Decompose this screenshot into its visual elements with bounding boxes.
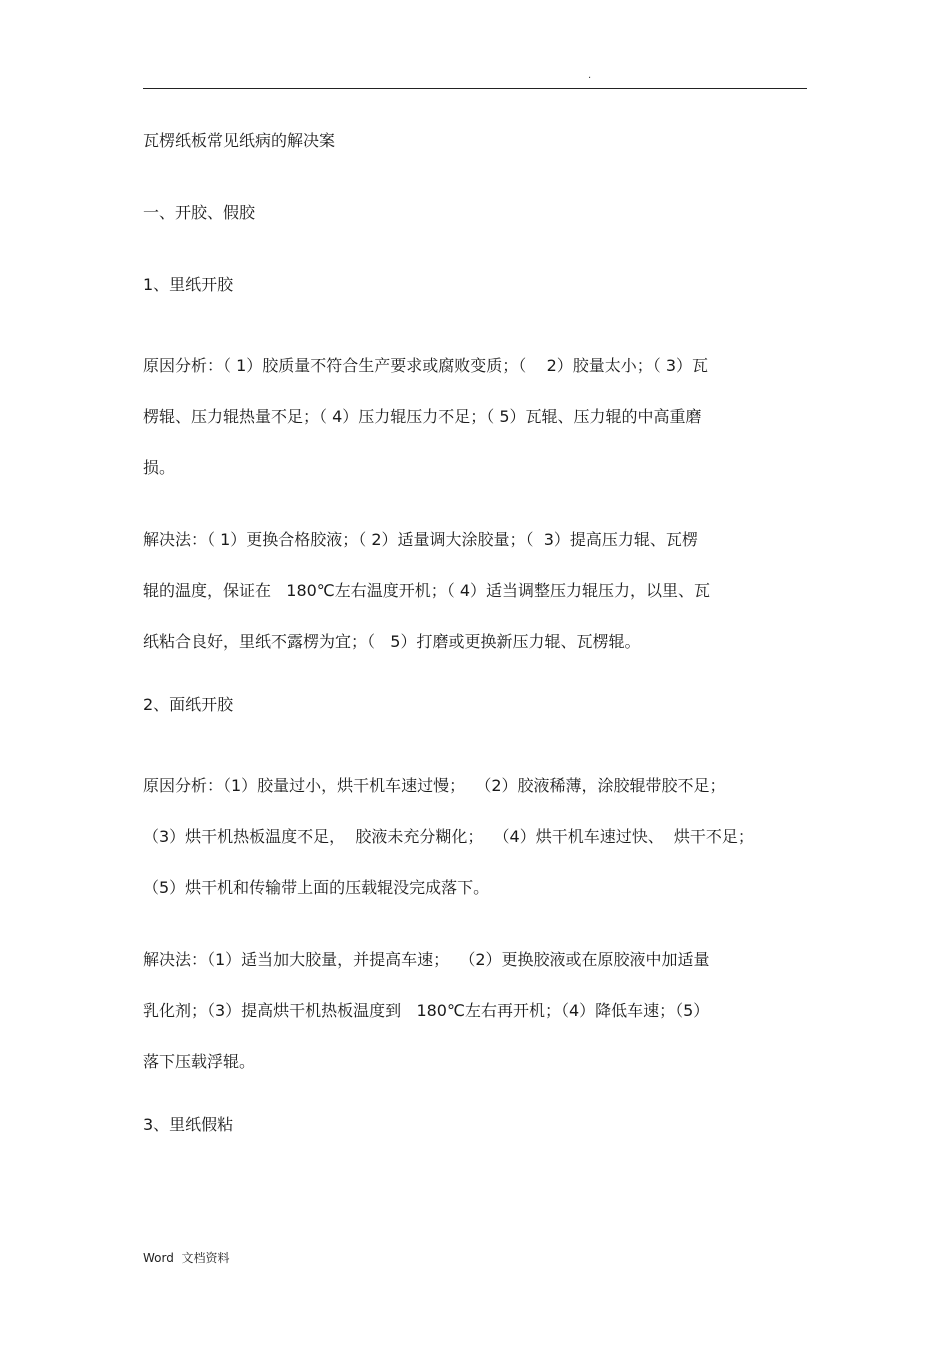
cause-analysis-2	[143, 760, 807, 913]
header-dot: .	[588, 70, 592, 81]
paragraph-line: 原因分析：（1）胶量过小，烘干机车速过慢； （2）胶液稀薄，涂胶辊带胶不足；	[143, 776, 726, 795]
document-body	[143, 124, 807, 1180]
section-heading: 一、开胶、假胶	[143, 203, 256, 222]
paragraph-line: 损。	[143, 458, 176, 477]
subsection-heading-2: 2、面纸开胶	[143, 695, 234, 714]
footer-label: Word 文档资料	[143, 1251, 230, 1265]
paragraph-line: 落下压载浮辊。	[143, 1052, 256, 1071]
cause-analysis-1	[143, 340, 807, 493]
solution-2	[143, 934, 807, 1087]
paragraph-line: 解决法：（1）适当加大胶量，并提高车速； （2）更换胶液或在原胶液中加适量	[143, 950, 710, 969]
subsection-heading-3: 3、里纸假粘	[143, 1115, 234, 1134]
subsection-heading-1: 1、里纸开胶	[143, 275, 234, 294]
solution-1	[143, 514, 807, 667]
paragraph-line: 乳化剂；（3）提高烘干机热板温度到 180℃左右再开机；（4）降低车速；（5）	[143, 1001, 710, 1020]
document-title: 瓦楞纸板常见纸病的解决案	[143, 131, 336, 150]
paragraph-line: 辊的温度，保证在 180℃左右温度开机；（ 4）适当调整压力辊压力，以里、瓦	[143, 581, 711, 600]
paragraph-line: 解决法：（ 1）更换合格胶液；（ 2）适量调大涂胶量；（ 3）提高压力辊、瓦楞	[143, 530, 698, 549]
paragraph-line: （3）烘干机热板温度不足， 胶液未充分糊化； （4）烘干机车速过快、 烘干不足；	[143, 827, 754, 846]
paragraph-line: 楞辊、压力辊热量不足；（ 4）压力辊压力不足；（ 5）瓦辊、压力辊的中高重磨	[143, 407, 702, 426]
paragraph-line: （5）烘干机和传输带上面的压载辊没完成落下。	[143, 878, 490, 897]
header-rule	[143, 88, 807, 89]
paragraph-line: 原因分析：（ 1）胶质量不符合生产要求或腐败变质；（ 2）胶量太小；（ 3）瓦	[143, 356, 709, 375]
paragraph-line: 纸粘合良好，里纸不露楞为宜；（ 5）打磨或更换新压力辊、瓦楞辊。	[143, 632, 641, 651]
